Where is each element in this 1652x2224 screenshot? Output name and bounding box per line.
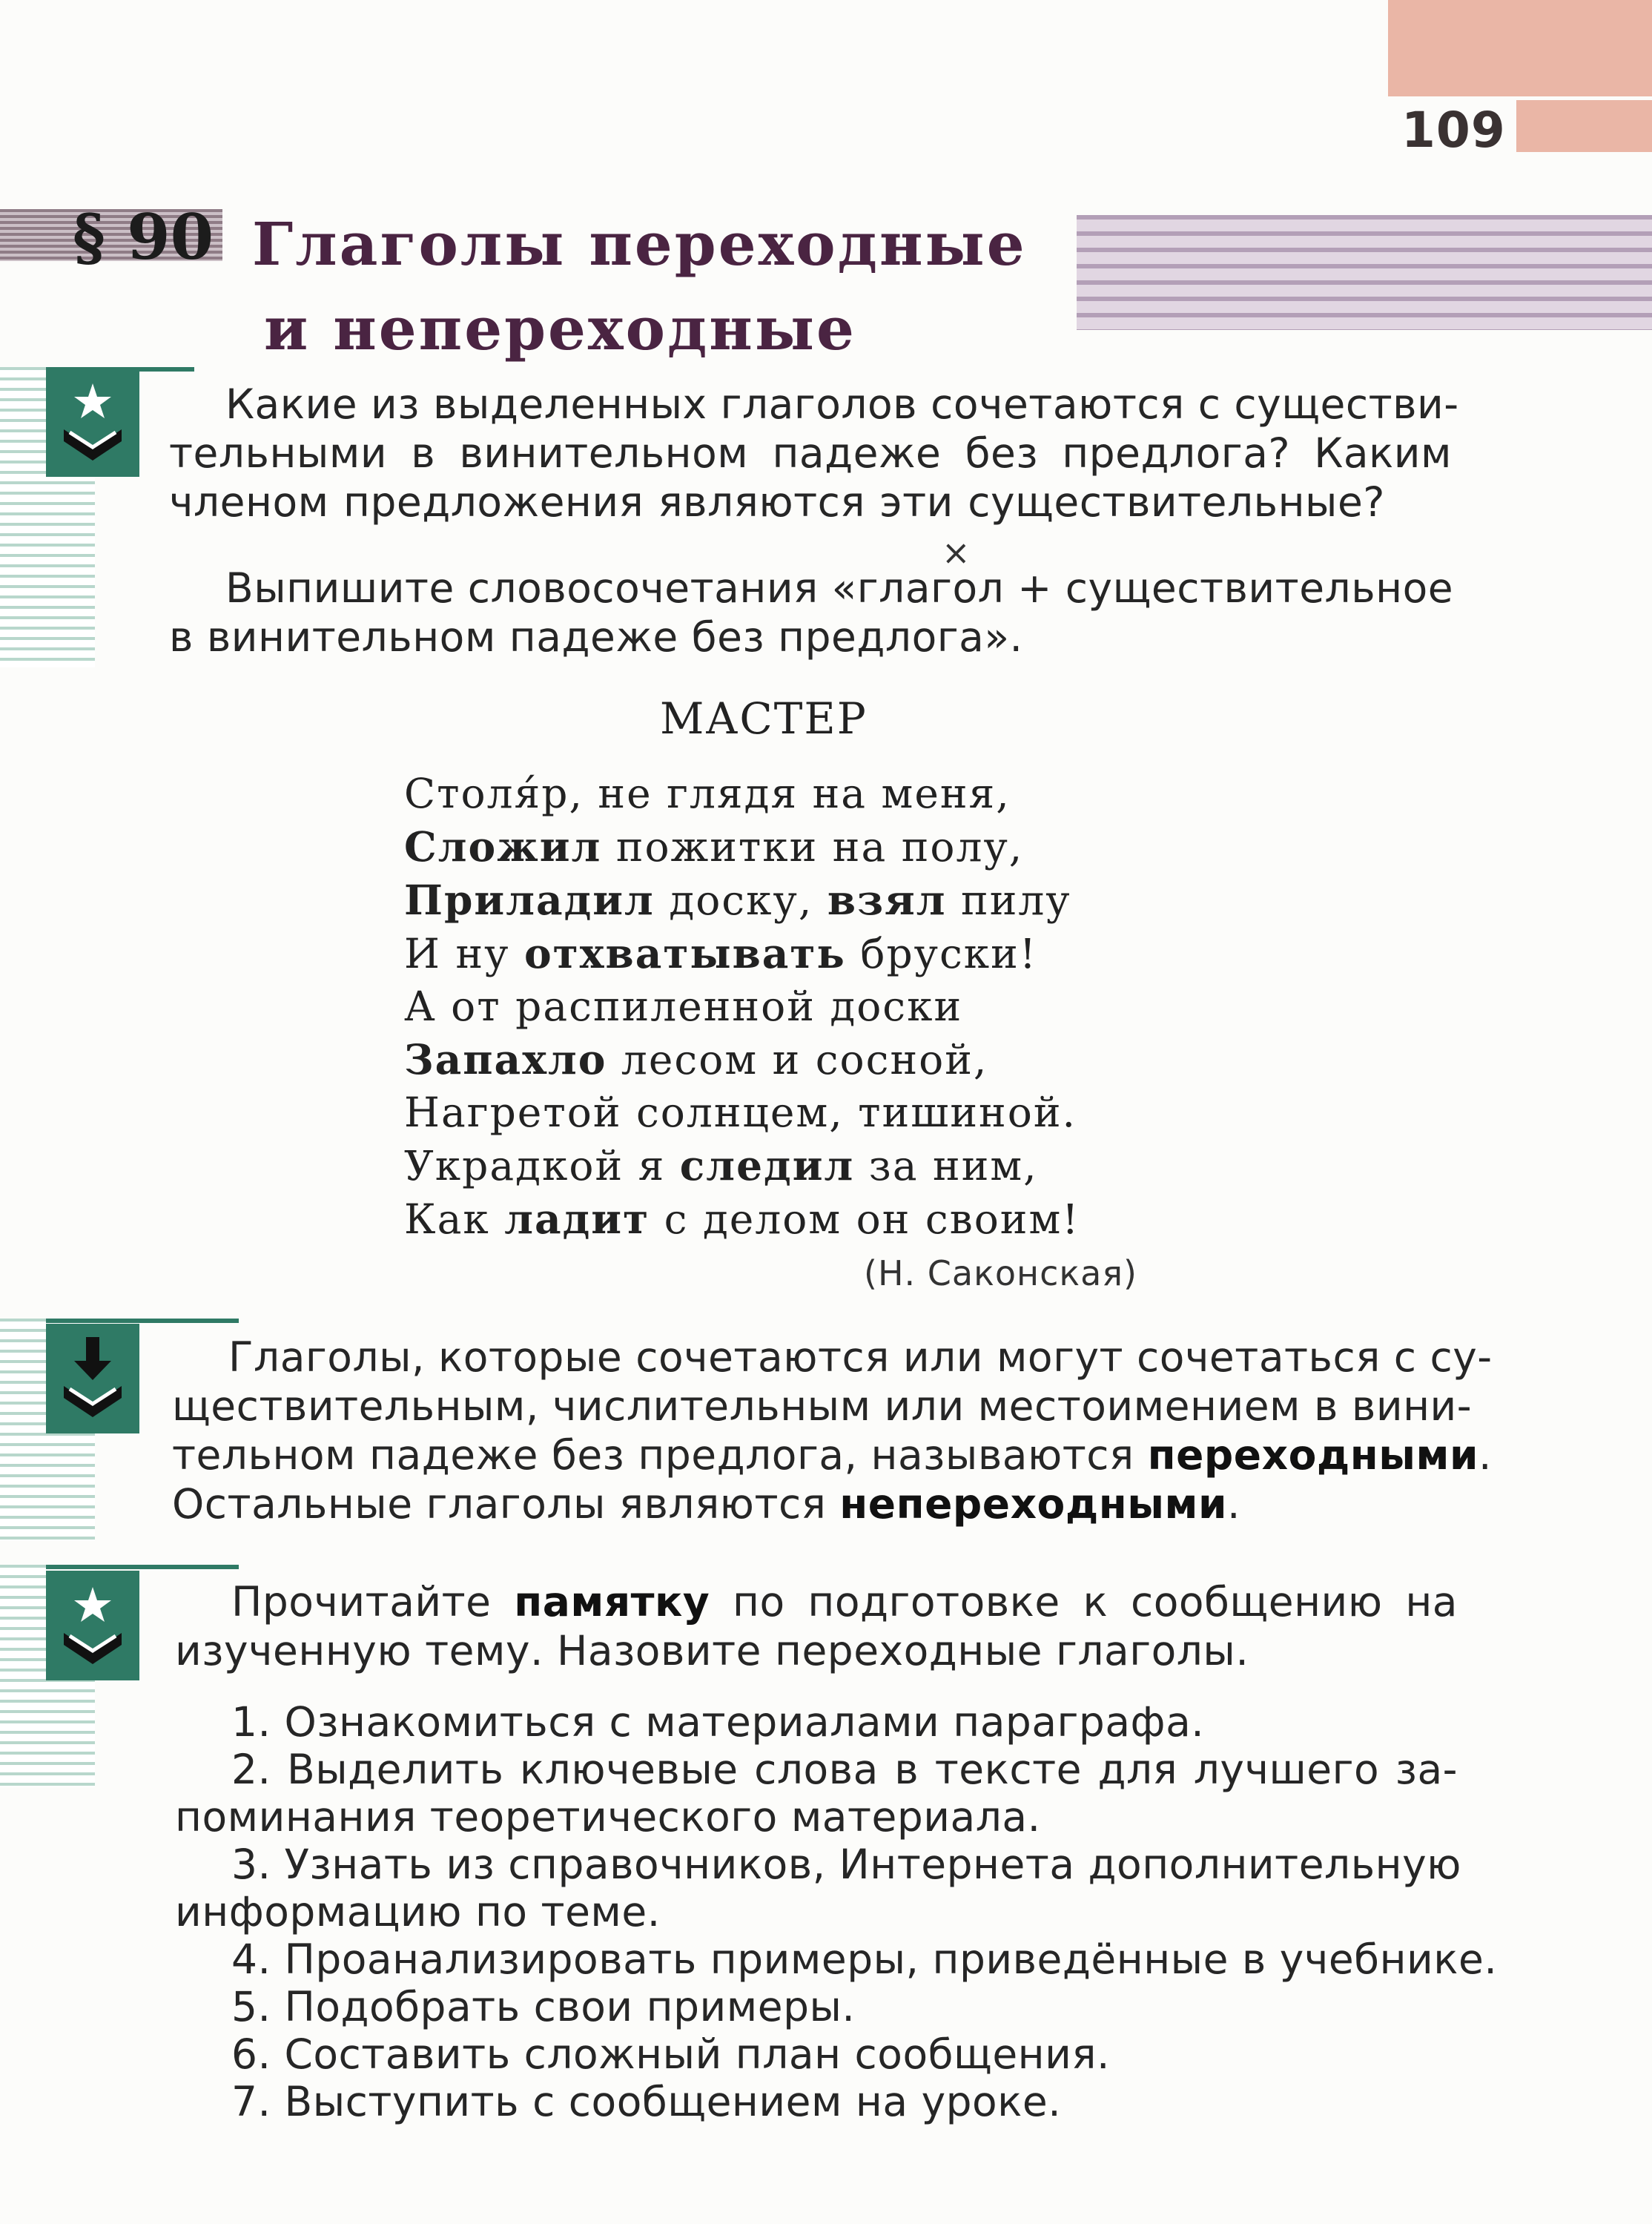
poem-verb: взял bbox=[827, 876, 947, 924]
poem-line bbox=[404, 820, 1080, 874]
poem-text: Нагретой солнцем, тишиной. bbox=[404, 1089, 1077, 1136]
rule-text: . bbox=[1478, 1431, 1492, 1479]
poem-verb: Запахло bbox=[404, 1035, 607, 1083]
cross-mark: × bbox=[942, 532, 971, 573]
poem-text: за ним, bbox=[854, 1142, 1038, 1189]
page-number-strip bbox=[1516, 100, 1652, 152]
poem bbox=[404, 768, 1080, 1246]
poem-text: бруски! bbox=[845, 930, 1037, 977]
poem-text: с делом он своим! bbox=[650, 1195, 1080, 1243]
term-transitive: переходными bbox=[1147, 1431, 1479, 1479]
task-1-line: Какие из выделенных глаголов сочетаются с существи- bbox=[225, 380, 1459, 428]
rule-text: Остальные глаголы являются bbox=[172, 1480, 840, 1528]
memo-item: 6. Составить сложный план сообщения. bbox=[231, 2030, 1110, 2078]
poem-author: (Н. Саконская) bbox=[864, 1253, 1137, 1293]
poem-text: И ну bbox=[404, 930, 524, 977]
memo-item: информацию по теме. bbox=[175, 1888, 661, 1936]
poem-text: Столя́р, не глядя на меня, bbox=[404, 770, 1011, 817]
poem-text: Украдкой я bbox=[404, 1142, 680, 1189]
memo-item: поминания теоретического материала. bbox=[175, 1793, 1041, 1841]
memo-item: 5. Подобрать свои примеры. bbox=[231, 1983, 856, 2030]
poem-text: доску, bbox=[654, 877, 827, 924]
rule-text: . bbox=[1227, 1480, 1240, 1528]
poem-line bbox=[404, 874, 1080, 927]
task-2-line: изученную тему. Назовите переходные глаголы. bbox=[175, 1627, 1249, 1674]
poem-text: пожитки на полу, bbox=[601, 823, 1024, 871]
task-1-line: тельными в винительном падеже без предлога? Каким bbox=[169, 429, 1452, 477]
memo-item: 3. Узнать из справочников, Интернета дополнительную bbox=[231, 1841, 1461, 1888]
rule-line bbox=[172, 1431, 1492, 1479]
page-corner-tab bbox=[1388, 0, 1652, 96]
poem-text: А от распиленной доски bbox=[404, 983, 963, 1030]
poem-text: пилу bbox=[946, 877, 1071, 924]
star-book-icon bbox=[46, 367, 139, 477]
poem-text: Как bbox=[404, 1195, 505, 1243]
arrow-down-book-icon bbox=[46, 1324, 139, 1433]
poem-line bbox=[404, 1086, 1080, 1139]
header-stripes-right bbox=[1077, 215, 1652, 330]
poem-text: лесом и сосной, bbox=[607, 1036, 988, 1083]
poem-verb: следил bbox=[679, 1141, 855, 1189]
star-book-icon bbox=[46, 1571, 139, 1680]
poem-verb: ладит bbox=[504, 1195, 650, 1243]
poem-line bbox=[404, 1192, 1080, 1246]
page-number: 109 bbox=[1401, 102, 1506, 159]
memo-item: 1. Ознакомиться с материалами параграфа. bbox=[231, 1698, 1205, 1746]
task-1-instruction bbox=[169, 564, 1452, 661]
section-title-line-1: Глаголы переходные bbox=[252, 209, 1027, 279]
poem-verb: Приладил bbox=[404, 876, 655, 924]
poem-line bbox=[404, 768, 1080, 820]
task-2-text: по подготовке к сообщению на bbox=[710, 1578, 1458, 1626]
rule-line: Глаголы, которые сочетаются или могут сочетаться с су- bbox=[228, 1333, 1493, 1381]
poem-line bbox=[404, 980, 1080, 1033]
rule-line bbox=[172, 1479, 1455, 1528]
memo-item: 7. Выступить с сообщением на уроке. bbox=[231, 2078, 1062, 2125]
task-2-text: Прочитайте bbox=[231, 1578, 515, 1626]
rule-text: тельном падеже без предлога, называются bbox=[172, 1431, 1148, 1479]
rule-line: ществительным, числительным или местоимением в вини- bbox=[172, 1382, 1473, 1430]
section-number: § 90 bbox=[73, 200, 214, 274]
instruction-line: в винительном падеже без предлога». bbox=[169, 613, 1023, 661]
poem-verb: отхватывать bbox=[523, 929, 846, 977]
poem-line bbox=[404, 1033, 1080, 1086]
memo-item: 4. Проанализировать примеры, приведённые в учебнике. bbox=[231, 1936, 1498, 1983]
poem-line bbox=[404, 927, 1080, 980]
poem-line bbox=[404, 1139, 1080, 1192]
poem-title: МАСТЕР bbox=[660, 693, 868, 744]
task-2-intro bbox=[175, 1577, 1458, 1675]
memo-list bbox=[175, 1698, 1498, 2125]
term-intransitive: непереходными bbox=[839, 1480, 1227, 1528]
section-title bbox=[252, 202, 1027, 371]
marker-rule-2 bbox=[46, 1319, 239, 1323]
instruction-line: Выпишите словосочетания «глагол + существительное bbox=[225, 564, 1454, 612]
section-title-line-2: и непереходные bbox=[264, 294, 856, 363]
poem-verb: Сложил bbox=[404, 822, 602, 871]
term-memo: памятку bbox=[514, 1578, 710, 1626]
marker-rule-3 bbox=[46, 1565, 239, 1569]
rule-definition bbox=[172, 1333, 1493, 1528]
task-1-question bbox=[169, 380, 1459, 527]
task-1-line: членом предложения являются эти существительные? bbox=[169, 478, 1385, 526]
memo-item: 2. Выделить ключевые слова в тексте для лучшего за- bbox=[231, 1746, 1458, 1793]
task-2-line bbox=[175, 1577, 1458, 1626]
